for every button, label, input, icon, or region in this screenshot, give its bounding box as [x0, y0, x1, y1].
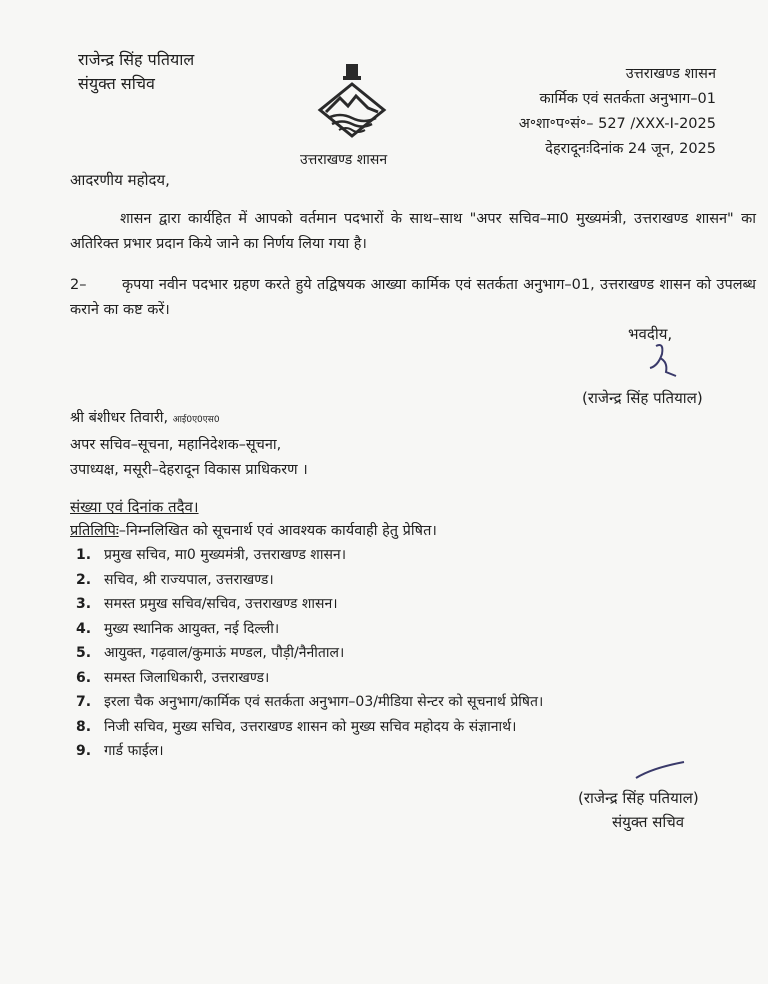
list-item-text: सचिव, श्री राज्यपाल, उत्तराखण्ड।: [104, 571, 274, 588]
copy-to-text: –निम्नलिखित को सूचनार्थ एवं आवश्यक कार्यवाही हेतु प्रेषित।: [118, 523, 437, 539]
signatory-name: (राजेन्द्र सिंह पतियाल): [582, 389, 703, 407]
list-item-text: निजी सचिव, मुख्य सचिव, उत्तराखण्ड शासन को मुख्य सचिव महोदय के संज्ञानार्थ।: [104, 718, 517, 735]
reference-block: [519, 62, 716, 162]
copy-to-line: [70, 521, 437, 541]
list-item-number: 3.: [76, 596, 92, 612]
list-item: [76, 666, 543, 691]
list-item-number: 5.: [76, 645, 92, 661]
list-item-number: 8.: [76, 718, 92, 735]
same-number-note: संख्या एवं दिनांक तदैव।: [70, 498, 199, 516]
list-item-text: समस्त प्रमुख सचिव/सचिव, उत्तराखण्ड शासन।: [104, 596, 338, 612]
list-item-text: समस्त जिलाधिकारी, उत्तराखण्ड।: [104, 669, 270, 686]
uttarakhand-emblem-icon: [312, 62, 392, 144]
list-item: [76, 592, 543, 617]
signature-icon: [642, 340, 686, 380]
footer-designation: संयुक्त सचिव: [612, 813, 685, 831]
list-item-text: आयुक्त, गढ़वाल/कुमाऊं मण्डल, पौड़ी/नैनीताल।: [104, 645, 345, 661]
list-item-text: प्रमुख सचिव, मा0 मुख्यमंत्री, उत्तराखण्ड शासन।: [104, 547, 346, 563]
paragraph-2: [70, 273, 756, 323]
addressee-line-2: अपर सचिव–सूचना, महानिदेशक–सूचना,: [70, 437, 282, 453]
closing: भवदीय,: [628, 325, 673, 343]
paragraph-2-number: 2–: [70, 277, 87, 293]
emblem-caption: उत्तराखण्ड शासन: [300, 152, 388, 168]
addressee-name: श्री बंशीधर तिवारी,: [70, 410, 169, 426]
list-item-number: 1.: [76, 547, 92, 563]
list-item: [76, 617, 543, 642]
list-item-number: 2.: [76, 571, 92, 588]
list-item: [76, 543, 543, 568]
list-item-number: 9.: [76, 743, 92, 759]
list-item: [76, 739, 543, 764]
recipient-list: [76, 543, 543, 764]
list-item: [76, 715, 543, 740]
list-item: [76, 641, 543, 666]
sender-name: राजेन्द्र सिंह पतियाल: [78, 50, 195, 69]
list-item: [76, 568, 543, 593]
addressee-block: [70, 406, 308, 483]
list-item-text: गार्ड फाईल।: [104, 743, 164, 759]
footer-signature-icon: [632, 758, 688, 782]
paragraph-2-text: कृपया नवीन पदभार ग्रहण करते हुये तद्विषयक आख्या कार्मिक एवं सतर्कता अनुभाग–01, उत्तराखण्ड शासन को उपलब्ध कराने का कष्ट करें।: [70, 277, 756, 318]
footer-name: (राजेन्द्र सिंह पतियाल): [578, 789, 699, 807]
list-item-number: 6.: [76, 669, 92, 686]
list-item-text: मुख्य स्थानिक आयुक्त, नई दिल्ली।: [104, 620, 280, 637]
paragraph-1: शासन द्वारा कार्यहित में आपको वर्तमान पदभारों के साथ–साथ "अपर सचिव–मा0 मुख्यमंत्री, उत्तराखण्ड शासन" का अतिरिक्त प्रभार प्रदान किये जाने का निर्णय लिया गया है।: [70, 211, 756, 252]
sender-block: [78, 48, 194, 96]
sender-designation: संयुक्त सचिव: [78, 74, 155, 93]
list-item-text: इरला चैक अनुभाग/कार्मिक एवं सतर्कता अनुभाग–03/मीडिया सेन्टर को सूचनार्थ प्रेषित।: [104, 694, 544, 710]
addressee-line-3: उपाध्यक्ष, मसूरी–देहरादून विकास प्राधिकरण ।: [70, 462, 308, 478]
reference-date: देहरादूनःदिनांक 24 जून, 2025: [545, 141, 716, 157]
salutation: आदरणीय महोदय,: [70, 171, 170, 189]
reference-office: उत्तराखण्ड शासन: [625, 66, 716, 82]
reference-section: कार्मिक एवं सतर्कता अनुभाग–01: [539, 91, 716, 107]
list-item-number: 4.: [76, 620, 92, 637]
copy-to-label: प्रतिलिपिः: [70, 523, 119, 539]
reference-number: अ॰शा॰प॰सं॰– 527 /XXX-I-2025: [518, 116, 716, 132]
list-item: [76, 690, 543, 715]
list-item-number: 7.: [76, 694, 92, 710]
addressee-suffix: आई0ए0एस0: [172, 415, 220, 425]
